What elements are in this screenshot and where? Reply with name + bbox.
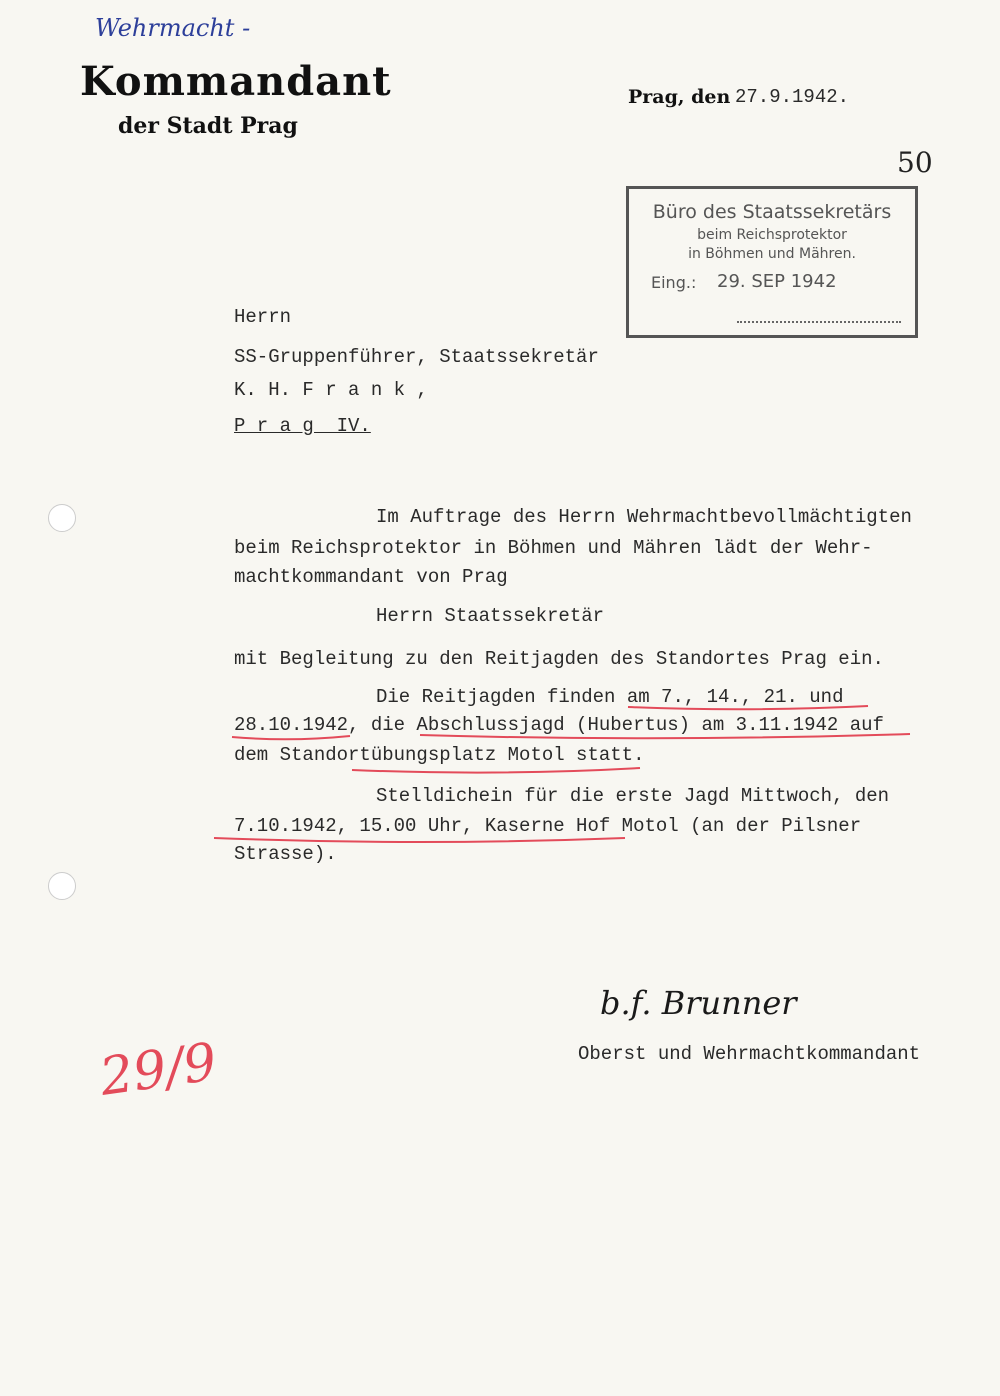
handwritten-note: Wehrmacht -	[95, 14, 251, 42]
stamp-line-1: Büro des Staatssekretärs	[652, 201, 892, 223]
body-line: Die Reitjagden finden am 7., 14., 21. und	[376, 686, 844, 708]
address-name: K. H. F r a n k ,	[234, 379, 428, 401]
dateline-place: Prag, den	[628, 86, 731, 108]
dateline-date: 27.9.1942.	[735, 86, 850, 108]
address-city: P r a g IV.	[234, 415, 371, 437]
letterhead-subtitle: der Stadt Prag	[118, 113, 298, 139]
stamp-line-2: beim Reichsprotektor	[697, 227, 847, 243]
signature: b.f. Brunner	[600, 984, 797, 1022]
body-line: machtkommandant von Prag	[234, 566, 508, 588]
stamp-received-date: 29. SEP 1942	[717, 271, 837, 292]
body-line: Strasse).	[234, 843, 337, 865]
stamp-line-3: in Böhmen und Mähren.	[688, 246, 856, 262]
folio-number: 50	[897, 146, 933, 179]
body-line: beim Reichsprotektor in Böhmen und Mähren lädt der Wehr-	[234, 537, 873, 559]
body-line: Im Auftrage des Herrn Wehrmachtbevollmächtigten	[376, 506, 912, 528]
red-underline	[232, 736, 350, 739]
red-underline	[420, 734, 910, 738]
red-underline	[352, 768, 640, 773]
address-salutation: Herrn	[234, 306, 292, 328]
red-underline	[628, 706, 868, 709]
stamp-received-label: Eing.:	[651, 273, 697, 292]
letterhead-title: Kommandant	[80, 58, 392, 105]
address-rank: SS-Gruppenführer, Staatssekretär	[234, 346, 599, 368]
body-line: Stelldichein für die erste Jagd Mittwoch, den	[376, 785, 890, 807]
red-underline	[214, 838, 625, 842]
body-line: dem Standortübungsplatz Motol statt.	[234, 744, 645, 766]
body-line: Herrn Staatssekretär	[376, 605, 605, 627]
body-line: 28.10.1942, die Abschlussjagd (Hubertus) am 3.11.1942 auf	[234, 714, 884, 736]
body-line: 7.10.1942, 15.00 Uhr, Kaserne Hof Motol (an der Pilsner	[234, 815, 862, 837]
red-initials: 29/9	[96, 1032, 221, 1108]
signature-title: Oberst und Wehrmachtkommandant	[578, 1043, 921, 1065]
body-line: mit Begleitung zu den Reitjagden des Standortes Prag ein.	[234, 648, 884, 670]
